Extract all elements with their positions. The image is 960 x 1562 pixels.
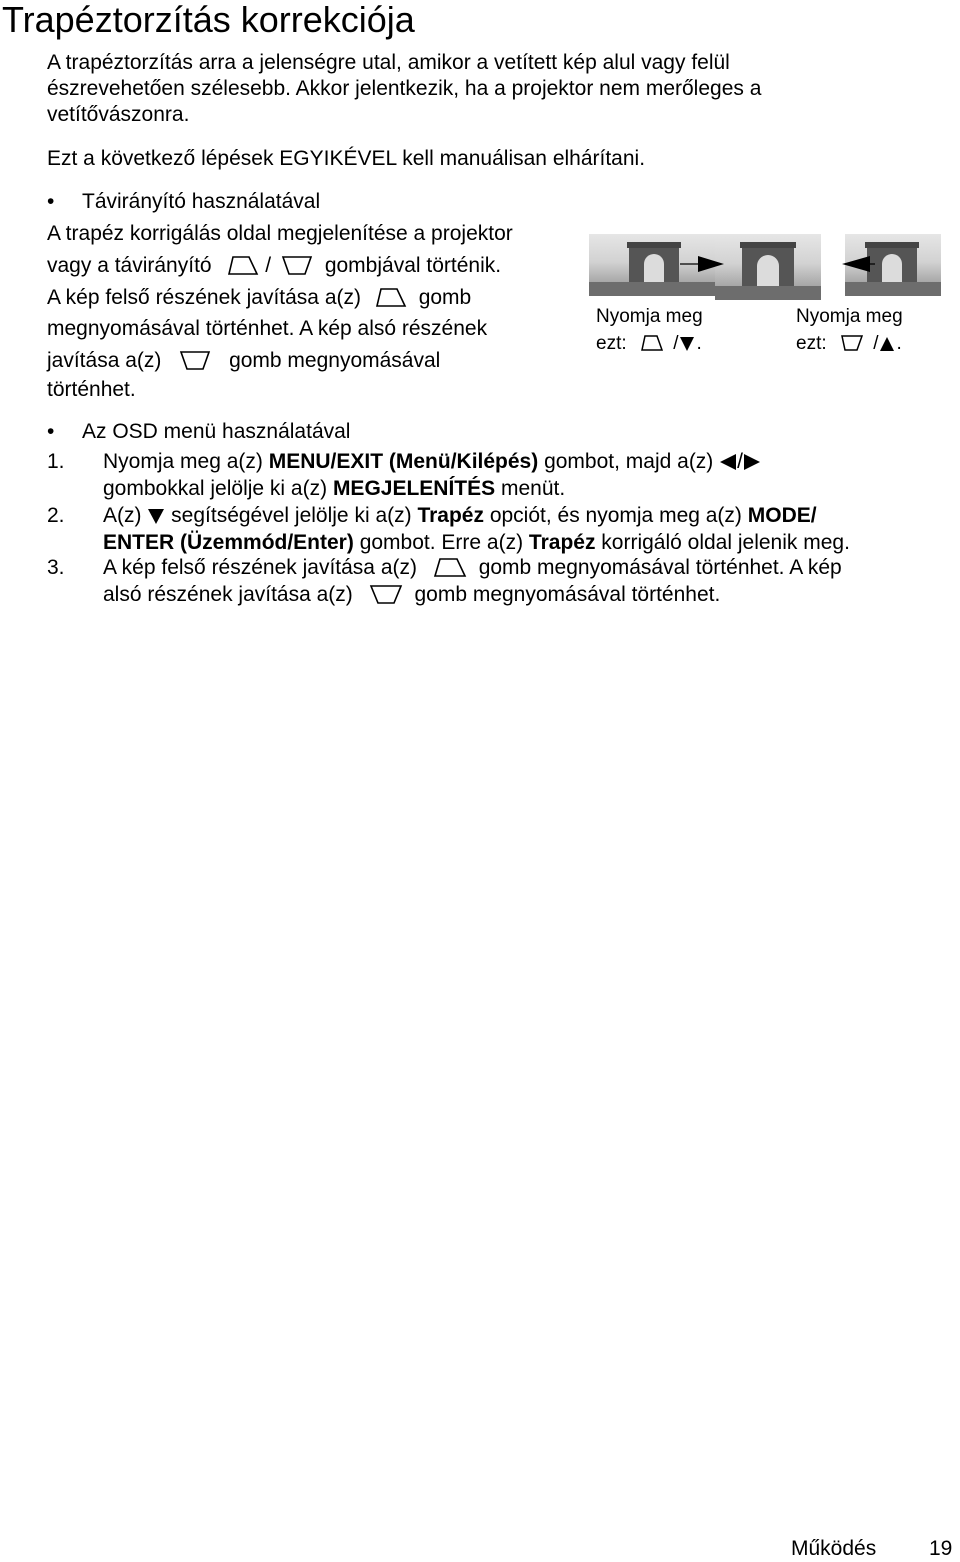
footer-section: Működés <box>791 1537 877 1560</box>
step-1: Nyomja meg a(z) MENU/EXIT (Menü/Kilépés) gombot, majd a(z) / gombokkal jelölje ki a(z) MEGJELENÍTÉS menüt. <box>103 449 953 502</box>
intro-line: vetítővászonra. <box>47 103 190 126</box>
remote-line: A trapéz korrigálás oldal megjelenítése a projektor <box>47 222 513 245</box>
keystone-down-icon <box>281 255 313 275</box>
keystone-up-icon <box>375 287 407 307</box>
keystone-up-icon <box>227 255 259 275</box>
arrow-down-icon <box>147 507 165 525</box>
remote-line: történhet. <box>47 378 136 401</box>
bullet-osd: • <box>47 420 55 443</box>
remote-line: megnyomásával történhet. A kép alsó részének <box>47 317 488 340</box>
arrow-down-icon <box>678 336 696 352</box>
intro-line: észrevehetően szélesebb. Akkor jelentkezik, ha a projektor nem merőleges a <box>47 77 762 100</box>
arrow-up-icon <box>878 336 896 352</box>
arrows-icon <box>650 250 950 280</box>
caption-left: Nyomja meg ezt: / . <box>596 306 703 354</box>
arrow-left-icon <box>719 453 737 471</box>
step-3: A kép felső részének javítása a(z) gomb megnyomásával történhet. A kép alsó részének javítása a(z) gomb megnyomásával történhet. <box>103 556 842 606</box>
step-number: 1. <box>47 450 65 473</box>
caption-right: Nyomja meg ezt: / . <box>796 306 903 354</box>
step-number: 3. <box>47 556 65 579</box>
page-title: Trapéztorzítás korrekciója <box>2 0 415 40</box>
bullet-remote: • <box>47 190 55 213</box>
remote-line: javítása a(z) gomb megnyomásával <box>47 349 441 372</box>
keystone-down-icon <box>840 334 864 352</box>
remote-line: vagy a távirányító / gombjával történik. <box>47 254 502 277</box>
remote-line: A kép felső részének javítása a(z) gomb <box>47 286 472 309</box>
keystone-down-icon <box>179 350 211 370</box>
page-number: 19 <box>929 1537 953 1560</box>
osd-heading: Az OSD menü használatával <box>82 420 351 443</box>
keystone-up-icon <box>640 334 664 352</box>
step-number: 2. <box>47 504 65 527</box>
step-2: A(z) segítségével jelölje ki a(z) Trapéz opciót, és nyomja meg a(z) MODE/ ENTER (Üzemmód/Enter) gombot. Erre a(z) Trapéz korrigáló oldal jelenik meg. <box>103 504 850 554</box>
intro-line: A trapéztorzítás arra a jelenségre utal, amikor a vetített kép alul vagy felül <box>47 51 730 74</box>
remote-heading: Távirányító használatával <box>82 190 321 213</box>
intro-instruction: Ezt a következő lépések EGYIKÉVEL kell manuálisan elhárítani. <box>47 147 646 170</box>
keystone-down-icon <box>369 584 403 604</box>
keystone-up-icon <box>433 557 467 577</box>
arrow-right-icon <box>743 453 761 471</box>
